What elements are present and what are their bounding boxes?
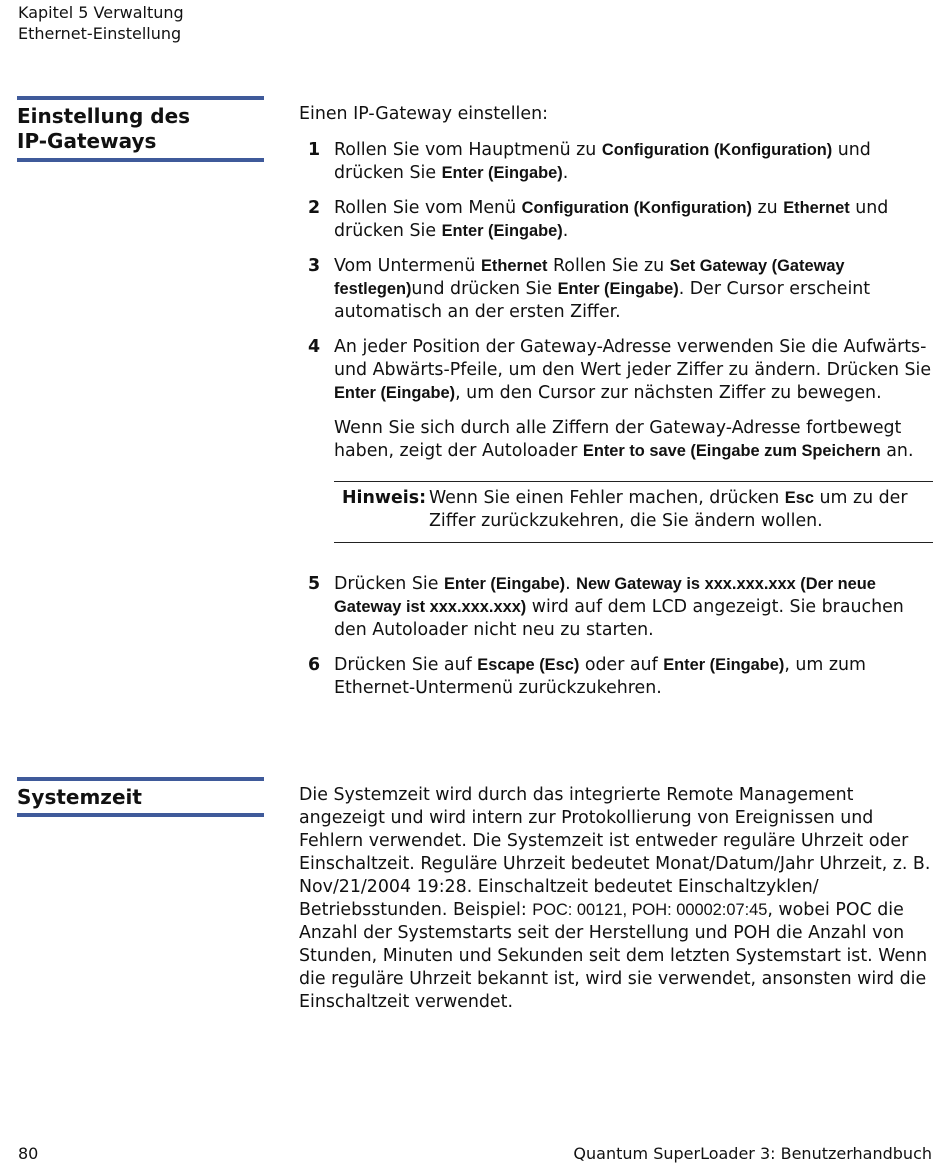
menu-item-label: Set Gateway (Gateway festlegen) bbox=[334, 257, 845, 298]
key-label: Enter (Eingabe) bbox=[441, 222, 563, 240]
running-header bbox=[18, 2, 184, 44]
lcd-message: New Gateway is xxx.xxx.xxx (Der neue Gateway ist xxx.xxx.xxx) bbox=[334, 575, 876, 616]
step-6 bbox=[299, 654, 933, 700]
page-number: 80 bbox=[18, 1144, 39, 1163]
menu-item-label: Configuration (Konfiguration) bbox=[601, 141, 833, 159]
step-text: wird auf dem LCD angezeigt. Sie brauchen den Autoloader nicht neu zu starten. bbox=[334, 597, 904, 640]
step-text: . bbox=[562, 163, 569, 183]
key-label: Enter (Eingabe) bbox=[441, 164, 563, 182]
note-text-part: Wenn Sie einen Fehler machen, drücken bbox=[429, 488, 785, 508]
step-text: Rollen Sie zu bbox=[547, 256, 670, 276]
header-section: Ethernet-Einstellung bbox=[18, 24, 182, 43]
step-4 bbox=[299, 336, 933, 463]
step-text: und drücken Sie bbox=[334, 198, 889, 241]
step-text: Rollen Sie vom Menü bbox=[334, 198, 522, 218]
key-label: Esc bbox=[784, 489, 814, 507]
step-text: zu bbox=[751, 198, 784, 218]
step-4-paragraph bbox=[334, 417, 933, 463]
step-text: Vom Untermenü bbox=[334, 256, 481, 276]
step-text: An jeder Position der Gateway-Adresse verwenden Sie die Aufwärts- und Abwärts-Pfeile, um den Wert jeder Ziffer zu ändern. Drücken Sie bbox=[334, 337, 932, 380]
step-number: 2 bbox=[308, 198, 321, 218]
key-label: Enter (Eingabe) bbox=[663, 656, 785, 674]
body-text: , wobei POC die Anzahl der Systemstarts seit der Herstellung und POH die Anzahl von Stunden, Minuten und Sekunden seit dem letzten Systemstart ist. Wenn die reguläre Uhrzeit bekannt ist, wird sie verwendet, ansonsten wird die Einschaltzeit verwendet. bbox=[299, 900, 928, 1012]
example-value: POC: 00121, POH: 00002:07:45 bbox=[532, 901, 768, 919]
procedure-steps bbox=[299, 139, 933, 712]
step-2 bbox=[299, 197, 933, 243]
menu-item-label: Configuration (Konfiguration) bbox=[521, 199, 752, 217]
menu-item-label: Ethernet bbox=[783, 199, 850, 217]
step-number: 6 bbox=[308, 655, 321, 675]
step-text: Drücken Sie auf bbox=[334, 655, 478, 675]
step-text: Drücken Sie bbox=[334, 574, 444, 594]
key-label: Enter (Eingabe) bbox=[443, 575, 566, 593]
note-label: Hinweis: bbox=[342, 488, 427, 508]
step-text: , um zum Ethernet-Untermenü zurückzukehren. bbox=[334, 655, 866, 698]
menu-item-label: Ethernet bbox=[480, 257, 548, 275]
book-title: Quantum SuperLoader 3: Benutzerhandbuch bbox=[573, 1144, 932, 1163]
step-number: 3 bbox=[308, 256, 321, 276]
section-heading-line2: IP-Gateways bbox=[17, 129, 157, 153]
section-heading-text: Systemzeit bbox=[17, 785, 142, 809]
body-text: Die Systemzeit wird durch das integrierte Remote Management angezeigt und wird intern zur Protokollierung von Ereignissen und Fehlern verwendet. Die Systemzeit ist entweder reguläre Uhrzeit oder Einschaltzeit. Reguläre Uhrzeit bedeutet Monat/Datum/Jahr Uhrzeit, z. B. Nov/21/2004 19:28. Einschaltzeit bedeutet Einschaltzyklen/ Betriebsstunden. Beispiel: bbox=[299, 785, 931, 920]
systemzeit-paragraph bbox=[299, 784, 933, 1014]
lcd-message: Enter to save (Eingabe zum Speichern bbox=[582, 442, 881, 460]
step-5 bbox=[299, 573, 933, 642]
step-text: oder auf bbox=[579, 655, 664, 675]
procedure-intro: Einen IP-Gateway einstellen: bbox=[299, 104, 548, 124]
step-text: und drücken Sie bbox=[411, 279, 558, 299]
note-box bbox=[334, 481, 933, 543]
section-heading-line1: Einstellung des bbox=[17, 104, 191, 128]
step-text: an. bbox=[880, 441, 914, 461]
step-text: Rollen Sie vom Hauptmenü zu bbox=[334, 140, 602, 160]
step-number: 5 bbox=[308, 574, 321, 594]
step-1 bbox=[299, 139, 933, 185]
step-3 bbox=[299, 255, 933, 324]
key-label: Enter (Eingabe) bbox=[557, 280, 679, 298]
step-text: . bbox=[562, 221, 569, 241]
step-text: und drücken Sie bbox=[334, 140, 871, 183]
step-text: . Der Cursor erscheint automatisch an der ersten Ziffer. bbox=[334, 279, 871, 322]
section-heading-ip-gateway bbox=[17, 96, 264, 162]
step-text: Wenn Sie sich durch alle Ziffern der Gateway-Adresse fortbewegt haben, zeigt der Autoloader bbox=[334, 418, 902, 461]
step-number: 4 bbox=[308, 337, 321, 357]
step-number: 1 bbox=[308, 140, 321, 160]
header-chapter: Kapitel 5 Verwaltung bbox=[18, 3, 184, 22]
note-text-part: um zu der Ziffer zurückzukehren, die Sie ändern wollen. bbox=[429, 488, 908, 531]
key-label: Enter (Eingabe) bbox=[334, 384, 456, 402]
section-heading-systemzeit bbox=[17, 777, 264, 817]
step-text: . bbox=[565, 574, 577, 594]
step-text: , um den Cursor zur nächsten Ziffer zu bewegen. bbox=[455, 383, 882, 403]
key-label: Escape (Esc) bbox=[477, 656, 580, 674]
